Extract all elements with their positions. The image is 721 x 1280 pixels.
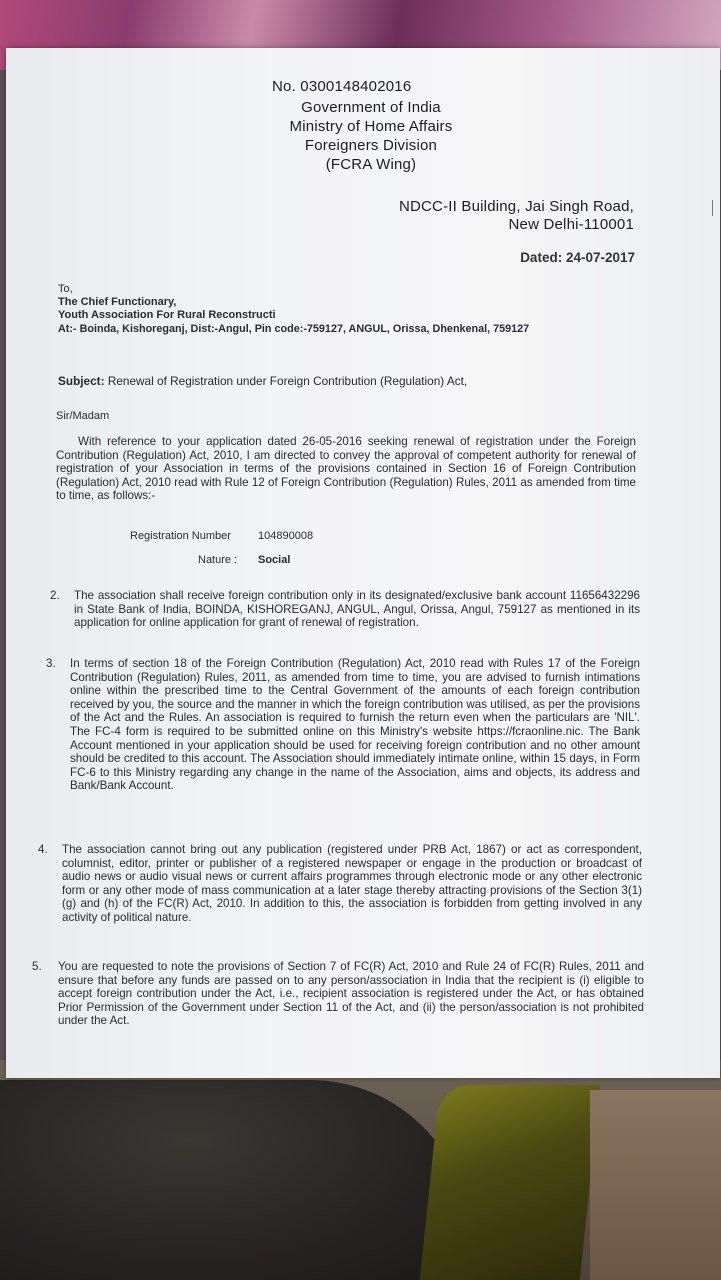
paragraph-3: In terms of section 18 of the Foreign Contribution (Regulation) Act, 2010 read with Rules 17 of the Foreign Contribution (Regulation) Rules, 2011, as amended from time to time, you are advised to furnish intimations online within the prescribed time to the Central Government of the amounts of each foreign contribution received by you, the source and the manner in which the foreign contribution was utilised, as per the provisions of the Act and the Rules. An association is required to furnish the return even when the particulars are 'NIL'. The FC-4 form is required to be submitted online on this Ministry's website https://fcraonline.nic. The Bank Account mentioned in your application should be used for receiving foreign contribution and no other amount should be credited to this account. The Association should immediately intimate online, within 15 days, in Form FC-6 to this Ministry regarding any change in the name of the Association, aims and objects, its address and Bank/Bank Account. <box>70 657 640 793</box>
paragraph-4: The association cannot bring out any publication (registered under PRB Act, 1867) or act as correspondent, columnist, editor, printer or publisher of a registered newspaper or engage in the production or broadcast of audio news or audio visual news or current affairs programmes through electronic mode or any other electronic form or any other mode of mass communication at a later stage thereby attracting provisions of the Section 3(1) (g) and (h) of the FC(R) Act, 2010. In addition to this, the association is forbidden from getting involved in any activity of political nature. <box>62 843 642 924</box>
subject-label: Subject: <box>58 374 105 388</box>
subject-line <box>58 374 467 388</box>
background-chair <box>420 1085 600 1280</box>
paragraph-2-number: 2. <box>50 589 60 602</box>
background-floor-right <box>590 1090 721 1280</box>
registration-number-label: Registration Number <box>130 530 231 542</box>
paragraph-3-number: 3. <box>46 657 56 670</box>
letter-date: Dated: 24-07-2017 <box>520 250 635 265</box>
paragraph-2: The association shall receive foreign contribution only in its designated/exclusive bank account 11656432296 in State Bank of India, BOINDA, KISHOREGANJ, ANGUL, Angul, Orissa, Angul, 759127 as mentioned in its application for online application for grant of renewal of registration. <box>74 589 640 630</box>
salutation: Sir/Madam <box>56 410 110 422</box>
government-name: Government of India <box>301 99 441 116</box>
page-mark <box>712 200 713 216</box>
registration-number-value: 104890008 <box>258 530 314 542</box>
wing-name: (FCRA Wing) <box>325 156 417 173</box>
nature-label: Nature : <box>198 554 238 566</box>
reference-number: No. 0300148402016 <box>272 78 412 95</box>
office-address-line1: NDCC-II Building, Jai Singh Road, <box>398 198 634 215</box>
letter-page <box>6 48 720 1078</box>
paragraph-5: You are requested to note the provisions of Section 7 of FC(R) Act, 2010 and Rule 24 of FC(R) Rules, 2011 and ensure that before any funds are passed on to any person/association in India that the recipient is (i) eligible to accept foreign contribution under the Act, i.e., recipient association is registered under the Act, or has obtained Prior Permission of the Government under Section 11 of the Act, and (ii) the person/association is not prohibited under the Act. <box>58 960 644 1028</box>
to-label: To, <box>58 283 73 295</box>
subject-text: Renewal of Registration under Foreign Contribution (Regulation) Act, <box>107 374 468 388</box>
nature-value: Social <box>258 554 291 566</box>
office-address-line2: New Delhi-110001 <box>508 216 634 233</box>
paragraph-5-number: 5. <box>32 960 42 973</box>
recipient-organisation: Youth Association For Rural Reconstructi <box>58 309 276 321</box>
division-name: Foreigners Division <box>304 137 438 154</box>
paragraph-4-number: 4. <box>38 843 48 856</box>
intro-paragraph: With reference to your application dated 26-05-2016 seeking renewal of registration under the Foreign Contribution (Regulation) Act, 2010, I am directed to convey the approval of competent authority for renewal of registration of your Association in terms of the provisions contained in Section 16 of Foreign Contribution (Regulation) Act, 2010 read with Rule 12 of Foreign Contribution (Regulation) Rules, 2011 as amended from time to time, as follows:- <box>56 435 636 503</box>
ministry-name: Ministry of Home Affairs <box>289 118 453 135</box>
recipient-address: At:- Boinda, Kishoreganj, Dist:-Angul, Pin code:-759127, ANGUL, Orissa, Dhenkenal, 759127 <box>58 323 530 335</box>
recipient-title: The Chief Functionary, <box>58 296 177 308</box>
background-cloth <box>0 1080 470 1280</box>
